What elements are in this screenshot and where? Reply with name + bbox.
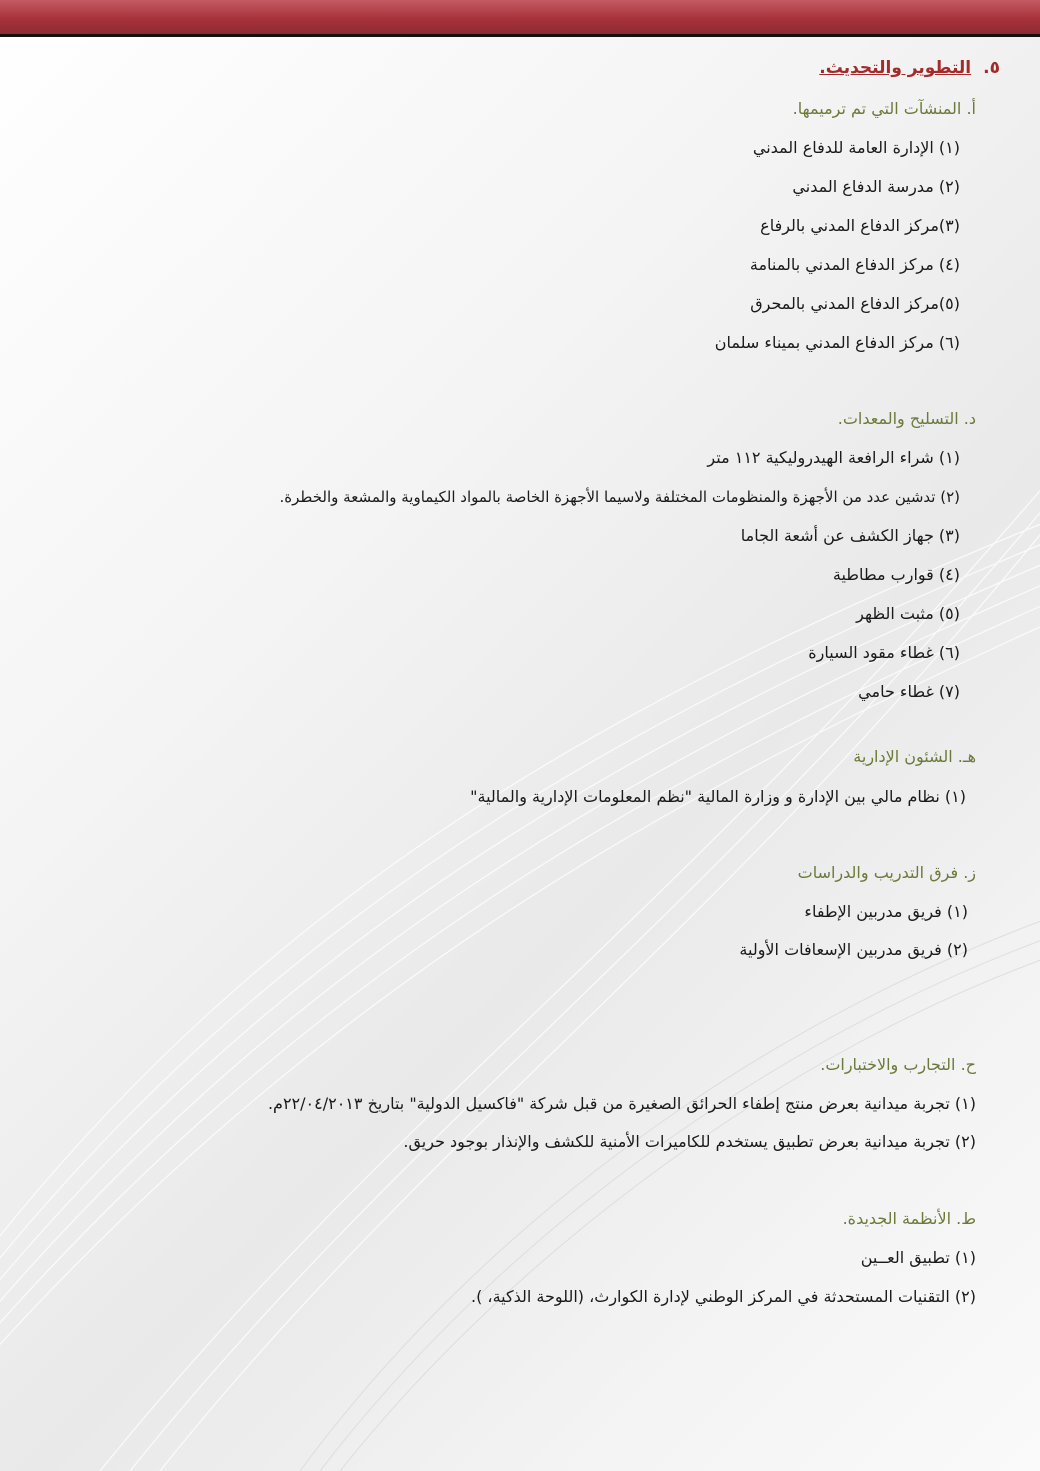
list-item: (٦) غطاء مقود السيارة xyxy=(808,643,960,662)
subheading-new-systems: ط. الأنظمة الجديدة. xyxy=(842,1209,976,1228)
list-item: (٢) التقنيات المستحدثة في المركز الوطني لإدارة الكوارث، (اللوحة الذكية، ). xyxy=(471,1287,976,1306)
list-item: (٣)مركز الدفاع المدني بالرفاع xyxy=(760,216,960,235)
list-item: (١) شراء الرافعة الهيدروليكية ١١٢ متر xyxy=(707,448,960,467)
list-item: (١) تطبيق العــين xyxy=(860,1248,976,1267)
subheading-trials-tests: ح. التجارب والاختبارات. xyxy=(820,1055,976,1074)
list-item: (١) تجربة ميدانية بعرض منتج إطفاء الحرائق الصغيرة من قبل شركة "فاكسيل الدولية" بتاريخ ٢٢/٠٤/٢٠١٣م. xyxy=(267,1094,976,1113)
section-heading xyxy=(819,57,1000,79)
subheading-equipment: د. التسليح والمعدات. xyxy=(837,409,976,428)
list-item: (٢) مدرسة الدفاع المدني xyxy=(792,177,960,196)
list-item: (٢) تجربة ميدانية بعرض تطبيق يستخدم للكاميرات الأمنية للكشف والإنذار بوجود حريق. xyxy=(403,1132,976,1151)
subheading-restored-facilities: أ. المنشآت التي تم ترميمها. xyxy=(792,99,976,118)
list-item: (٥) مثبت الظهر xyxy=(856,604,960,623)
list-item: (٢) تدشين عدد من الأجهزة والمنظومات المختلفة ولاسيما الأجهزة الخاصة بالمواد الكيماوية والمشعة والخطرة. xyxy=(279,488,960,506)
list-item: (٤) قوارب مطاطية xyxy=(832,565,960,584)
list-item: (١) الإدارة العامة للدفاع المدني xyxy=(752,138,960,157)
list-item: (٥)مركز الدفاع المدني بالمحرق xyxy=(750,294,960,313)
list-item: (٤) مركز الدفاع المدني بالمنامة xyxy=(749,255,960,274)
list-item: (٢) فريق مدربين الإسعافات الأولية xyxy=(739,940,968,959)
section-title: التطوير والتحديث. xyxy=(819,58,972,78)
list-item: (١) نظام مالي بين الإدارة و وزارة المالية "نظم المعلومات الإدارية والمالية" xyxy=(470,787,966,806)
list-item: (١) فريق مدربين الإطفاء xyxy=(804,902,968,921)
list-item: (٦) مركز الدفاع المدني بميناء سلمان xyxy=(714,333,960,352)
list-item: (٧) غطاء حامي xyxy=(858,682,960,701)
list-item: (٣) جهاز الكشف عن أشعة الجاما xyxy=(740,526,960,545)
subheading-training-teams: ز. فرق التدريب والدراسات xyxy=(797,863,976,882)
subheading-admin-affairs: هـ. الشئون الإدارية xyxy=(853,747,976,766)
section-number: ٥. xyxy=(983,58,1000,78)
